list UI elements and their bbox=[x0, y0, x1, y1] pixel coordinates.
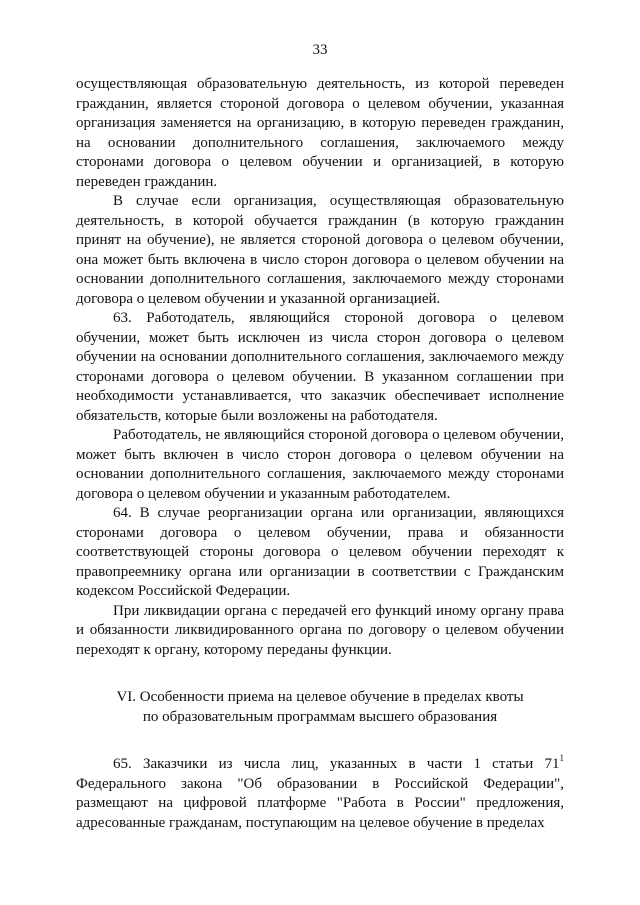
section-heading-line-2: по образовательным программам высшего образования bbox=[142, 708, 498, 725]
paragraph-65-start: 65. Заказчики из числа лиц, указанных в части 1 статьи 71 bbox=[113, 756, 560, 772]
section-heading-line-1: VI. Особенности приема на целевое обучение в пределах квоты bbox=[116, 689, 524, 705]
paragraph-65 bbox=[76, 755, 564, 833]
paragraph-liquidation: При ликвидации органа с передачей его функций иному органу права и обязанности ликвидированного органа по договору о целевом обучении переходят к органу, которому переданы функции. bbox=[76, 602, 564, 658]
document-body bbox=[76, 75, 564, 833]
paragraph-64: 64. В случае реорганизации органа или организации, являющихся сторонами договора о целевом обучении, права и обязанности соответствующей стороны договора о целевом обучении переходят к правопреемнику органа или организации в соответствии с Гражданским кодексом Российской Федерации. bbox=[76, 505, 564, 599]
page-number: 33 bbox=[312, 42, 328, 58]
paragraph-continuation: осуществляющая образовательную деятельность, из которой переведен гражданин, является стороной договора о целевом обучении, указанная организация заменяется на организацию, в которую переведен гражданин, на основании дополнительного соглашения, заключаемого между сторонами договора о целевом обучении и организацией, в которую переведен гражданин. bbox=[76, 76, 564, 190]
paragraph-organization-inclusion: В случае если организация, осуществляющая образовательную деятельность, в которой обучается гражданин (в которую гражданин принят на обучение), не является стороной договора о целевом обучении, она может быть включена в число сторон договора о целевом обучении на основании дополнительного соглашения, заключаемого между сторонами договора о целевом обучении и указанной организацией. bbox=[76, 193, 564, 307]
paragraph-63: 63. Работодатель, являющийся стороной договора о целевом обучении, может быть исключен из числа сторон договора о целевом обучении на основании дополнительного соглашения, заключаемого между сторонами договора о целевом обучении. В указанном соглашении при необходимости устанавливается, что заказчик обеспечивает исполнение обязательств, которые были возложены на работодателя. bbox=[76, 310, 564, 424]
article-superscript: 1 bbox=[559, 753, 564, 763]
section-heading bbox=[76, 688, 564, 727]
paragraph-65-rest: Федерального закона "Об образовании в Российской Федерации", размещают на цифровой платформе "Работа в России" предложения, адресованные гражданам, поступающим на целевое обучение в пределах bbox=[76, 775, 564, 831]
paragraph-employer-inclusion: Работодатель, не являющийся стороной договора о целевом обучении, может быть включен в число сторон договора о целевом обучении на основании дополнительного соглашения, заключаемого между сторонами договора о целевом обучении и указанным работодателем. bbox=[76, 427, 564, 502]
